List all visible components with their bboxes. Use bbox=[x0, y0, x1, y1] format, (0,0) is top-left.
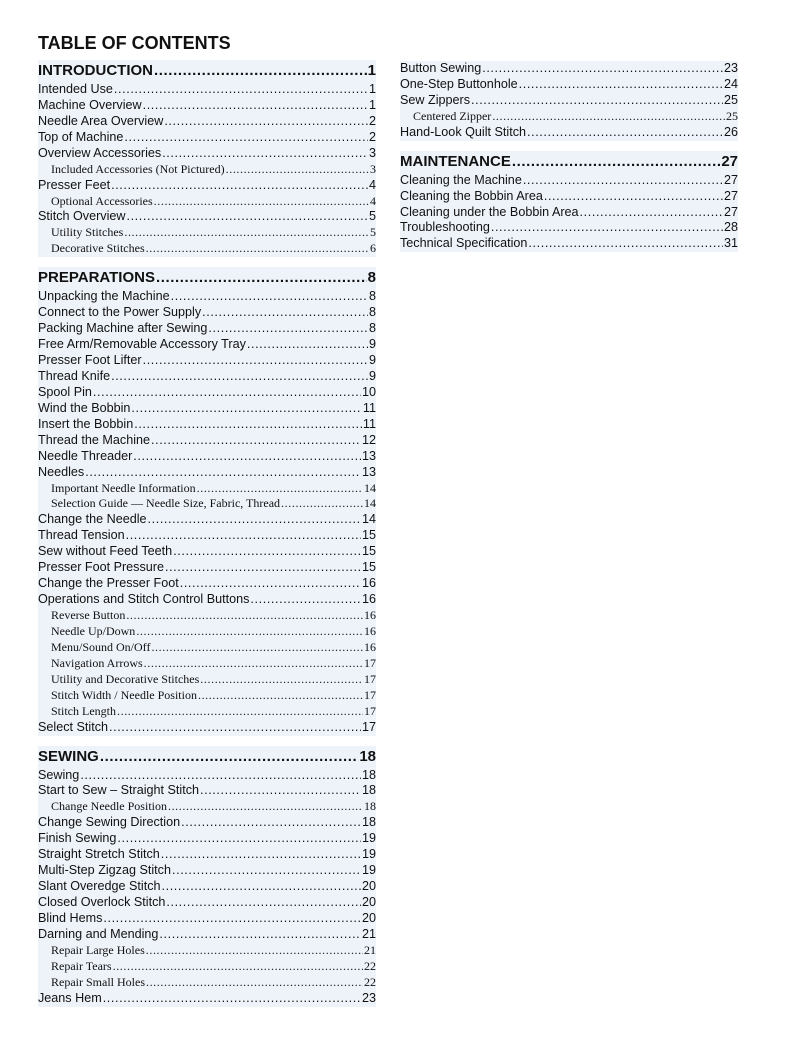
toc-entry-label: Finish Sewing bbox=[38, 831, 117, 846]
dot-leader bbox=[247, 337, 368, 353]
toc-entry-needle-threader[interactable] bbox=[38, 449, 376, 465]
toc-page-number: 18 bbox=[361, 767, 376, 782]
toc-subentry-repair-tears[interactable] bbox=[38, 959, 376, 975]
toc-entry-presser-foot-lifter[interactable] bbox=[38, 353, 376, 369]
dot-leader bbox=[103, 991, 361, 1007]
toc-entry-label: Closed Overlock Stitch bbox=[38, 895, 166, 910]
dot-leader bbox=[143, 353, 368, 369]
toc-entry-insert-the-bobbin[interactable] bbox=[38, 417, 376, 433]
toc-page-number: 3 bbox=[368, 145, 376, 160]
toc-entry-label: Included Accessories (Not Pictured) bbox=[51, 161, 225, 176]
dot-leader bbox=[151, 640, 363, 656]
dot-leader bbox=[166, 895, 361, 911]
toc-entry-label: Stitch Width / Needle Position bbox=[51, 687, 197, 702]
toc-entry-label: Select Stitch bbox=[38, 719, 108, 734]
page-title: TABLE OF CONTENTS bbox=[38, 33, 231, 53]
toc-entry-darning-and-mending[interactable] bbox=[38, 927, 376, 943]
toc-page-number: 4 bbox=[370, 193, 376, 208]
toc-entry-label: Thread Knife bbox=[38, 369, 111, 383]
toc-entry-start-to-sew-straight-stitch[interactable] bbox=[38, 784, 376, 800]
dot-leader bbox=[113, 959, 363, 975]
toc-subentry-repair-small-holes[interactable] bbox=[38, 975, 376, 991]
dot-leader bbox=[471, 93, 723, 109]
dot-leader bbox=[197, 481, 363, 497]
toc-page-number: 22 bbox=[364, 958, 376, 973]
toc-page-number: 1 bbox=[368, 82, 376, 96]
toc-entry-label: Jeans Hem bbox=[38, 990, 102, 1005]
dot-leader bbox=[100, 746, 358, 768]
toc-entry-label: SEWING bbox=[38, 747, 99, 765]
toc-subentry-menu-sound-on-off[interactable] bbox=[38, 640, 376, 656]
dot-leader bbox=[200, 784, 361, 800]
dot-leader bbox=[148, 512, 361, 528]
toc-page-number: 6 bbox=[370, 241, 376, 256]
toc-section bbox=[38, 746, 376, 1007]
toc-subentry-navigation-arrows[interactable] bbox=[38, 656, 376, 672]
toc-entry-label: Selection Guide — Needle Size, Fabric, Thread bbox=[51, 496, 281, 511]
dot-leader bbox=[181, 815, 361, 831]
toc-section-heading-sewing[interactable] bbox=[38, 746, 376, 768]
toc-page-number: 28 bbox=[723, 220, 738, 235]
toc-entry-jeans-hem[interactable] bbox=[38, 991, 376, 1007]
toc-entry-label: Menu/Sound On/Off bbox=[51, 639, 151, 654]
toc-entry-machine-overview[interactable] bbox=[38, 98, 376, 114]
toc-page-number: 24 bbox=[723, 76, 738, 91]
toc-subentry-decorative-stitches[interactable] bbox=[38, 241, 376, 257]
toc-section-heading-introduction[interactable] bbox=[38, 60, 376, 82]
toc-entry-connect-to-the-power-supply[interactable] bbox=[38, 305, 376, 321]
toc-page-number: 2 bbox=[368, 113, 376, 128]
toc-subentry-stitch-length[interactable] bbox=[38, 704, 376, 720]
toc-entry-hand-look-quilt-stitch[interactable] bbox=[400, 125, 738, 141]
dot-leader bbox=[159, 927, 361, 943]
toc-entry-label: Machine Overview bbox=[38, 97, 142, 112]
toc-page-number: 13 bbox=[361, 448, 376, 463]
toc-page-number: 26 bbox=[723, 124, 738, 139]
toc-page-number: 21 bbox=[364, 942, 376, 957]
toc-page-number: 9 bbox=[368, 369, 376, 383]
toc-entry-label: Sewing bbox=[38, 767, 80, 782]
toc-entry-thread-the-machine[interactable] bbox=[38, 433, 376, 449]
toc-entry-label: Top of Machine bbox=[38, 129, 124, 144]
toc-entry-label: Change the Needle bbox=[38, 512, 147, 527]
toc-entry-sew-zippers[interactable] bbox=[400, 93, 738, 109]
toc-subentry-important-needle-information[interactable] bbox=[38, 481, 376, 497]
dot-leader bbox=[164, 114, 368, 130]
toc-entry-presser-foot-pressure[interactable] bbox=[38, 560, 376, 576]
toc-entry-label: Technical Specification bbox=[400, 236, 528, 251]
dot-leader bbox=[202, 305, 368, 321]
toc-entry-label: Change the Presser Foot bbox=[38, 576, 179, 591]
toc-entry-label: Utility and Decorative Stitches bbox=[51, 671, 200, 686]
toc-entry-label: Sew Zippers bbox=[400, 92, 470, 107]
dot-leader bbox=[200, 672, 363, 688]
dot-leader bbox=[151, 433, 361, 449]
toc-page-number: 27 bbox=[723, 204, 738, 219]
toc-entry-straight-stretch-stitch[interactable] bbox=[38, 847, 376, 863]
dot-leader bbox=[156, 267, 367, 289]
toc-entry-change-the-presser-foot[interactable] bbox=[38, 576, 376, 592]
toc-entry-intended-use[interactable] bbox=[38, 82, 376, 98]
toc-page-number: 9 bbox=[368, 337, 376, 352]
dot-leader bbox=[162, 879, 361, 895]
toc-page-number: 18 bbox=[361, 815, 376, 830]
toc-page-number: 25 bbox=[726, 108, 738, 123]
toc-entry-label: Presser Foot Pressure bbox=[38, 560, 164, 575]
toc-entry-label: Packing Machine after Sewing bbox=[38, 321, 208, 336]
toc-page-number: 23 bbox=[361, 990, 376, 1005]
toc-entry-label: Repair Tears bbox=[51, 958, 112, 973]
dot-leader bbox=[143, 98, 368, 114]
dot-leader bbox=[126, 528, 361, 544]
toc-page-number: 22 bbox=[364, 974, 376, 989]
dot-leader bbox=[544, 189, 723, 205]
toc-page-number: 10 bbox=[361, 384, 376, 399]
dot-leader bbox=[103, 911, 361, 927]
toc-entry-packing-machine-after-sewing[interactable] bbox=[38, 321, 376, 337]
dot-leader bbox=[512, 151, 720, 173]
toc-entry-label: Multi-Step Zigzag Stitch bbox=[38, 863, 171, 878]
toc-page-number: 1 bbox=[368, 97, 376, 112]
toc-subentry-reverse-button[interactable] bbox=[38, 608, 376, 624]
toc-entry-label: Navigation Arrows bbox=[51, 655, 143, 670]
dot-leader bbox=[111, 178, 368, 194]
toc-entry-change-the-needle[interactable] bbox=[38, 512, 376, 528]
toc-entry-label: Reverse Button bbox=[51, 608, 126, 623]
toc-entry-label: Needles bbox=[38, 464, 85, 479]
toc-entry-top-of-machine[interactable] bbox=[38, 130, 376, 146]
toc-page-number: 8 bbox=[368, 305, 376, 320]
toc-entry-label: Centered Zipper bbox=[413, 108, 492, 123]
toc-entry-label: Optional Accessories bbox=[51, 193, 153, 208]
toc-entry-select-stitch[interactable] bbox=[38, 720, 376, 736]
toc-page-number: 20 bbox=[361, 895, 376, 910]
toc-entry-label: One-Step Buttonhole bbox=[400, 76, 518, 91]
toc-entry-label: Start to Sew – Straight Stitch bbox=[38, 783, 199, 798]
toc-entry-label: Needle Area Overview bbox=[38, 113, 164, 128]
toc-page-number: 27 bbox=[721, 152, 738, 170]
toc-entry-troubleshooting[interactable] bbox=[400, 221, 738, 237]
toc-page-number: 21 bbox=[361, 926, 376, 941]
toc-entry-needles[interactable] bbox=[38, 465, 376, 481]
toc-page-number: 20 bbox=[361, 879, 376, 894]
toc-section bbox=[38, 267, 376, 735]
dot-leader bbox=[482, 61, 723, 77]
toc-section-heading-maintenance[interactable] bbox=[400, 151, 738, 173]
dot-leader bbox=[114, 82, 368, 98]
toc-entry-label: MAINTENANCE bbox=[400, 152, 511, 170]
dot-leader bbox=[519, 77, 723, 93]
dot-leader bbox=[117, 704, 363, 720]
toc-page-number: 15 bbox=[361, 560, 376, 575]
dot-leader bbox=[133, 449, 361, 465]
dot-leader bbox=[492, 109, 725, 125]
toc-left-column bbox=[38, 60, 376, 1017]
toc-entry-thread-knife[interactable] bbox=[38, 369, 376, 385]
toc-entry-one-step-buttonhole[interactable] bbox=[400, 77, 738, 93]
toc-entry-cleaning-the-bobbin-area[interactable] bbox=[400, 189, 738, 205]
toc-subentry-stitch-width-needle-position[interactable] bbox=[38, 688, 376, 704]
dot-leader bbox=[173, 544, 361, 560]
toc-subentry-change-needle-position[interactable] bbox=[38, 799, 376, 815]
toc-entry-blind-hems[interactable] bbox=[38, 911, 376, 927]
dot-leader bbox=[134, 417, 362, 433]
toc-entry-label: Connect to the Power Supply bbox=[38, 305, 202, 320]
toc-page-number: 8 bbox=[367, 269, 376, 287]
toc-page-number: 2 bbox=[368, 129, 376, 144]
dot-leader bbox=[198, 688, 363, 704]
toc-entry-slant-overedge-stitch[interactable] bbox=[38, 879, 376, 895]
toc-page-number: 18 bbox=[364, 799, 376, 814]
dot-leader bbox=[124, 225, 369, 241]
dot-leader bbox=[165, 560, 361, 576]
toc-page-number: 19 bbox=[361, 863, 376, 878]
toc-page-number: 17 bbox=[364, 655, 376, 670]
toc-entry-sewing[interactable] bbox=[38, 768, 376, 784]
toc-page-number: 9 bbox=[368, 353, 376, 368]
dot-leader bbox=[527, 125, 723, 141]
toc-subentry-repair-large-holes[interactable] bbox=[38, 943, 376, 959]
toc-page-number: 14 bbox=[364, 480, 376, 495]
toc-page-number: 8 bbox=[368, 321, 376, 336]
dot-leader bbox=[154, 60, 367, 82]
toc-page-number: 11 bbox=[362, 416, 376, 431]
dot-leader bbox=[491, 221, 723, 237]
toc-entry-label: Cleaning under the Bobbin Area bbox=[400, 204, 579, 219]
toc-entry-label: Darning and Mending bbox=[38, 926, 159, 941]
toc-section-heading-preparations[interactable] bbox=[38, 267, 376, 289]
toc-page-number: 23 bbox=[723, 61, 738, 75]
toc-entry-thread-tension[interactable] bbox=[38, 528, 376, 544]
toc-entry-label: Slant Overedge Stitch bbox=[38, 879, 161, 894]
toc-entry-sew-without-feed-teeth[interactable] bbox=[38, 544, 376, 560]
dot-leader bbox=[154, 194, 369, 210]
dot-leader bbox=[180, 576, 361, 592]
toc-page-number: 4 bbox=[368, 177, 376, 192]
toc-section bbox=[400, 151, 738, 253]
toc-entry-unpacking-the-machine[interactable] bbox=[38, 289, 376, 305]
dot-leader bbox=[580, 205, 723, 221]
toc-entry-label: Free Arm/Removable Accessory Tray bbox=[38, 337, 246, 352]
toc-entry-presser-feet[interactable] bbox=[38, 178, 376, 194]
toc-page-number: 18 bbox=[361, 783, 376, 798]
toc-page-number: 14 bbox=[361, 512, 376, 527]
dot-leader bbox=[136, 624, 363, 640]
dot-leader bbox=[144, 656, 363, 672]
toc-section bbox=[38, 60, 376, 257]
toc-entry-label: Presser Feet bbox=[38, 177, 111, 192]
toc-page-number: 8 bbox=[368, 289, 376, 304]
dot-leader bbox=[124, 130, 368, 146]
dot-leader bbox=[126, 210, 368, 226]
toc-entry-label: Needle Up/Down bbox=[51, 624, 136, 638]
toc-entry-label: Insert the Bobbin bbox=[38, 416, 134, 431]
toc-entry-label: Decorative Stitches bbox=[51, 241, 145, 256]
toc-entry-stitch-overview[interactable] bbox=[38, 210, 376, 226]
toc-page-number: 16 bbox=[364, 608, 376, 623]
toc-page-number: 12 bbox=[361, 432, 376, 447]
toc-entry-wind-the-bobbin[interactable] bbox=[38, 401, 376, 417]
toc-right-column bbox=[400, 61, 738, 262]
toc-entry-label: Intended Use bbox=[38, 82, 113, 96]
dot-leader bbox=[117, 831, 361, 847]
toc-entry-free-arm-removable-accessory-tray[interactable] bbox=[38, 337, 376, 353]
toc-section bbox=[400, 61, 738, 141]
toc-subentry-optional-accessories[interactable] bbox=[38, 194, 376, 210]
toc-page-number: 27 bbox=[723, 172, 738, 187]
dot-leader bbox=[146, 241, 369, 257]
toc-page-number: 19 bbox=[361, 831, 376, 846]
toc-entry-label: Needle Threader bbox=[38, 448, 133, 463]
toc-page-number: 19 bbox=[361, 847, 376, 862]
dot-leader bbox=[131, 401, 362, 417]
dot-leader bbox=[172, 863, 361, 879]
toc-entry-label: Thread the Machine bbox=[38, 432, 151, 447]
toc-entry-operations-and-stitch-control-buttons[interactable] bbox=[38, 592, 376, 608]
toc-entry-label: Cleaning the Bobbin Area bbox=[400, 188, 543, 203]
toc-page-number: 16 bbox=[361, 576, 376, 591]
toc-subentry-centered-zipper[interactable] bbox=[400, 109, 738, 125]
toc-subentry-utility-and-decorative-stitches[interactable] bbox=[38, 672, 376, 688]
toc-entry-label: Presser Foot Lifter bbox=[38, 353, 142, 368]
toc-page-number: 11 bbox=[362, 400, 376, 415]
toc-entry-spool-pin[interactable] bbox=[38, 385, 376, 401]
toc-subentry-needle-up-down[interactable] bbox=[38, 624, 376, 640]
toc-page-number: 17 bbox=[364, 687, 376, 702]
toc-entry-label: Utility Stitches bbox=[51, 225, 124, 240]
toc-page-number: 1 bbox=[367, 62, 376, 79]
toc-entry-label: Stitch Overview bbox=[38, 209, 126, 224]
toc-page-number: 17 bbox=[361, 719, 376, 734]
dot-leader bbox=[85, 465, 361, 481]
toc-entry-label: Straight Stretch Stitch bbox=[38, 847, 160, 862]
toc-page-number: 25 bbox=[723, 92, 738, 107]
toc-entry-button-sewing[interactable] bbox=[400, 61, 738, 77]
dot-leader bbox=[250, 592, 361, 608]
toc-entry-label: Change Sewing Direction bbox=[38, 815, 181, 830]
toc-entry-cleaning-the-machine[interactable] bbox=[400, 173, 738, 189]
toc-page-number: 3 bbox=[370, 161, 376, 176]
dot-leader bbox=[109, 720, 361, 736]
toc-page-number: 13 bbox=[361, 464, 376, 479]
toc-page-number: 14 bbox=[364, 496, 376, 511]
dot-leader bbox=[523, 173, 723, 189]
dot-leader bbox=[111, 369, 368, 385]
toc-subentry-included-accessories-not-pictured[interactable] bbox=[38, 162, 376, 178]
toc-entry-cleaning-under-the-bobbin-area[interactable] bbox=[400, 205, 738, 221]
toc-entry-label: Repair Small Holes bbox=[51, 974, 145, 989]
toc-entry-label: Operations and Stitch Control Buttons bbox=[38, 592, 250, 607]
toc-entry-label: Spool Pin bbox=[38, 384, 92, 399]
toc-page-number: 20 bbox=[361, 911, 376, 925]
dot-leader bbox=[528, 236, 723, 252]
toc-page-number: 31 bbox=[723, 236, 738, 251]
toc-entry-label: Sew without Feed Teeth bbox=[38, 544, 173, 559]
toc-page-number: 16 bbox=[364, 624, 376, 638]
toc-entry-closed-overlock-stitch[interactable] bbox=[38, 895, 376, 911]
toc-entry-label: INTRODUCTION bbox=[38, 62, 153, 79]
toc-entry-label: Change Needle Position bbox=[51, 799, 167, 814]
toc-entry-label: Wind the Bobbin bbox=[38, 400, 131, 415]
toc-page-number: 17 bbox=[364, 671, 376, 686]
toc-entry-finish-sewing[interactable] bbox=[38, 831, 376, 847]
toc-entry-label: Important Needle Information bbox=[51, 480, 196, 495]
toc-entry-label: Cleaning the Machine bbox=[400, 172, 522, 187]
toc-page-number: 27 bbox=[723, 188, 738, 203]
dot-leader bbox=[93, 385, 361, 401]
toc-subentry-utility-stitches[interactable] bbox=[38, 225, 376, 241]
dot-leader bbox=[281, 497, 363, 513]
toc-entry-technical-specification[interactable] bbox=[400, 236, 738, 252]
toc-entry-label: Hand-Look Quilt Stitch bbox=[400, 124, 526, 139]
toc-entry-overview-accessories[interactable] bbox=[38, 146, 376, 162]
toc-entry-change-sewing-direction[interactable] bbox=[38, 815, 376, 831]
toc-entry-needle-area-overview[interactable] bbox=[38, 114, 376, 130]
dot-leader bbox=[162, 146, 368, 162]
dot-leader bbox=[168, 799, 363, 815]
toc-page-number: 15 bbox=[361, 528, 376, 543]
toc-entry-multi-step-zigzag-stitch[interactable] bbox=[38, 863, 376, 879]
toc-entry-label: Unpacking the Machine bbox=[38, 289, 170, 304]
toc-entry-label: Overview Accessories bbox=[38, 145, 162, 160]
toc-page-number: 5 bbox=[368, 209, 376, 224]
toc-page-number: 15 bbox=[361, 544, 376, 559]
dot-leader bbox=[126, 608, 363, 624]
dot-leader bbox=[146, 943, 363, 959]
dot-leader bbox=[171, 289, 368, 305]
dot-leader bbox=[80, 768, 361, 784]
toc-page-number: 5 bbox=[370, 225, 376, 240]
toc-subentry-selection-guide-needle-size-fabric-thread[interactable] bbox=[38, 497, 376, 513]
toc-entry-label: Button Sewing bbox=[400, 61, 482, 75]
toc-page-number: 17 bbox=[364, 703, 376, 718]
toc-entry-label: Troubleshooting bbox=[400, 220, 490, 235]
toc-entry-label: Blind Hems bbox=[38, 911, 103, 925]
dot-leader bbox=[161, 847, 361, 863]
toc-page-number: 16 bbox=[364, 639, 376, 654]
toc-entry-label: Thread Tension bbox=[38, 528, 125, 543]
dot-leader bbox=[226, 162, 369, 178]
dot-leader bbox=[146, 975, 363, 991]
toc-page-number: 16 bbox=[361, 592, 376, 607]
toc-entry-label: PREPARATIONS bbox=[38, 269, 155, 287]
dot-leader bbox=[208, 321, 368, 337]
toc-page-number: 18 bbox=[359, 747, 376, 765]
toc-entry-label: Repair Large Holes bbox=[51, 942, 145, 957]
toc-entry-label: Stitch Length bbox=[51, 703, 116, 718]
